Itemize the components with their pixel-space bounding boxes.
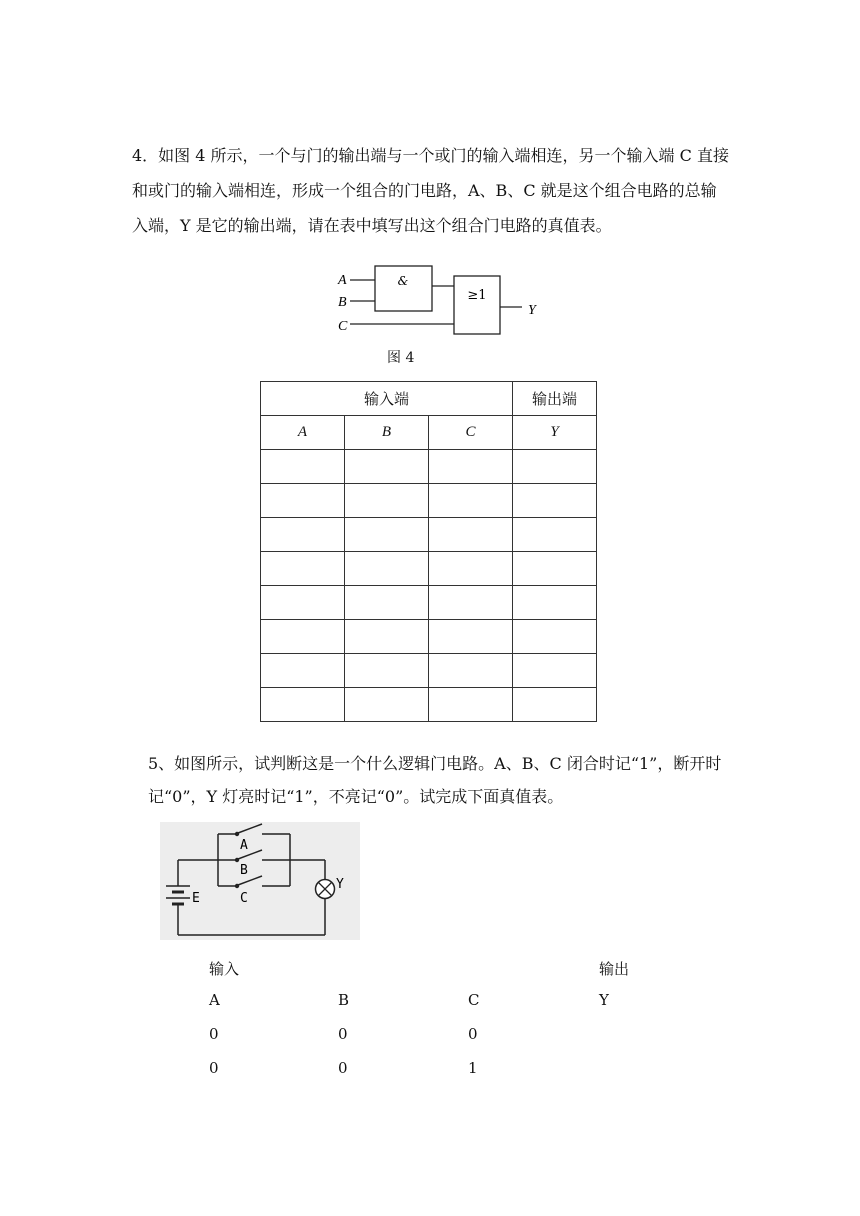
row1-c: 0 [468, 1025, 478, 1043]
input-a-label: A [338, 273, 347, 288]
header-b: B [338, 991, 350, 1009]
header-a: A [209, 991, 220, 1009]
truth-table-q4 [260, 381, 597, 722]
table-row [261, 450, 597, 484]
column-header-b: B [345, 416, 429, 450]
table-row [261, 654, 597, 688]
header-y: Y [599, 991, 609, 1009]
input-label: 输入 [209, 960, 240, 978]
lamp-icon [316, 880, 335, 899]
row2-a: 0 [209, 1059, 219, 1077]
output-y-label: Y [528, 303, 536, 318]
column-header-c: C [429, 416, 513, 450]
question-5-text: 5、如图所示，试判断这是一个什么逻辑门电路。A、B、C 闭合时记“1”，断开时记“0”，Y 灯亮时记“1”，不亮记“0”。试完成下面真值表。 [148, 754, 722, 806]
switch-a-label: A [240, 838, 248, 853]
table-row [261, 518, 597, 552]
table-row [261, 484, 597, 518]
switch-circuit-diagram [160, 822, 360, 940]
column-header-y: Y [513, 416, 597, 450]
table-row [261, 688, 597, 722]
table-row [261, 586, 597, 620]
figure-4-caption: 图 4 [387, 350, 415, 366]
table-row [261, 620, 597, 654]
switch-c-label: C [240, 891, 248, 906]
header-c: C [468, 991, 480, 1009]
output-label: 输出 [599, 960, 630, 978]
gate-circuit-diagram [328, 258, 558, 340]
input-group-header: 输入端 [261, 382, 513, 416]
or-gate [454, 276, 500, 334]
battery-label: E [192, 891, 200, 906]
table-row [261, 552, 597, 586]
or-gate-symbol: ≥1 [467, 288, 487, 303]
switch-b-label: B [240, 863, 248, 878]
row1-b: 0 [338, 1025, 348, 1043]
row2-b: 0 [338, 1059, 348, 1077]
input-c-label: C [338, 319, 348, 334]
lamp-label: Y [336, 877, 344, 892]
and-gate-symbol: & [397, 274, 409, 288]
output-group-header: 输出端 [513, 382, 597, 416]
question-4-text: 4．如图 4 所示，一个与门的输出端与一个或门的输入端相连，另一个输入端 C 直接和或门的输入端相连，形成一个组合的门电路，A、B、C 就是这个组合电路的总输入端，Y 是它的输出端，请在表中填写出这个组合门电路的真值表。 [132, 146, 729, 235]
row2-c: 1 [468, 1059, 478, 1077]
column-header-a: A [261, 416, 345, 450]
input-b-label: B [338, 295, 347, 310]
and-gate [375, 266, 432, 311]
row1-a: 0 [209, 1025, 219, 1043]
